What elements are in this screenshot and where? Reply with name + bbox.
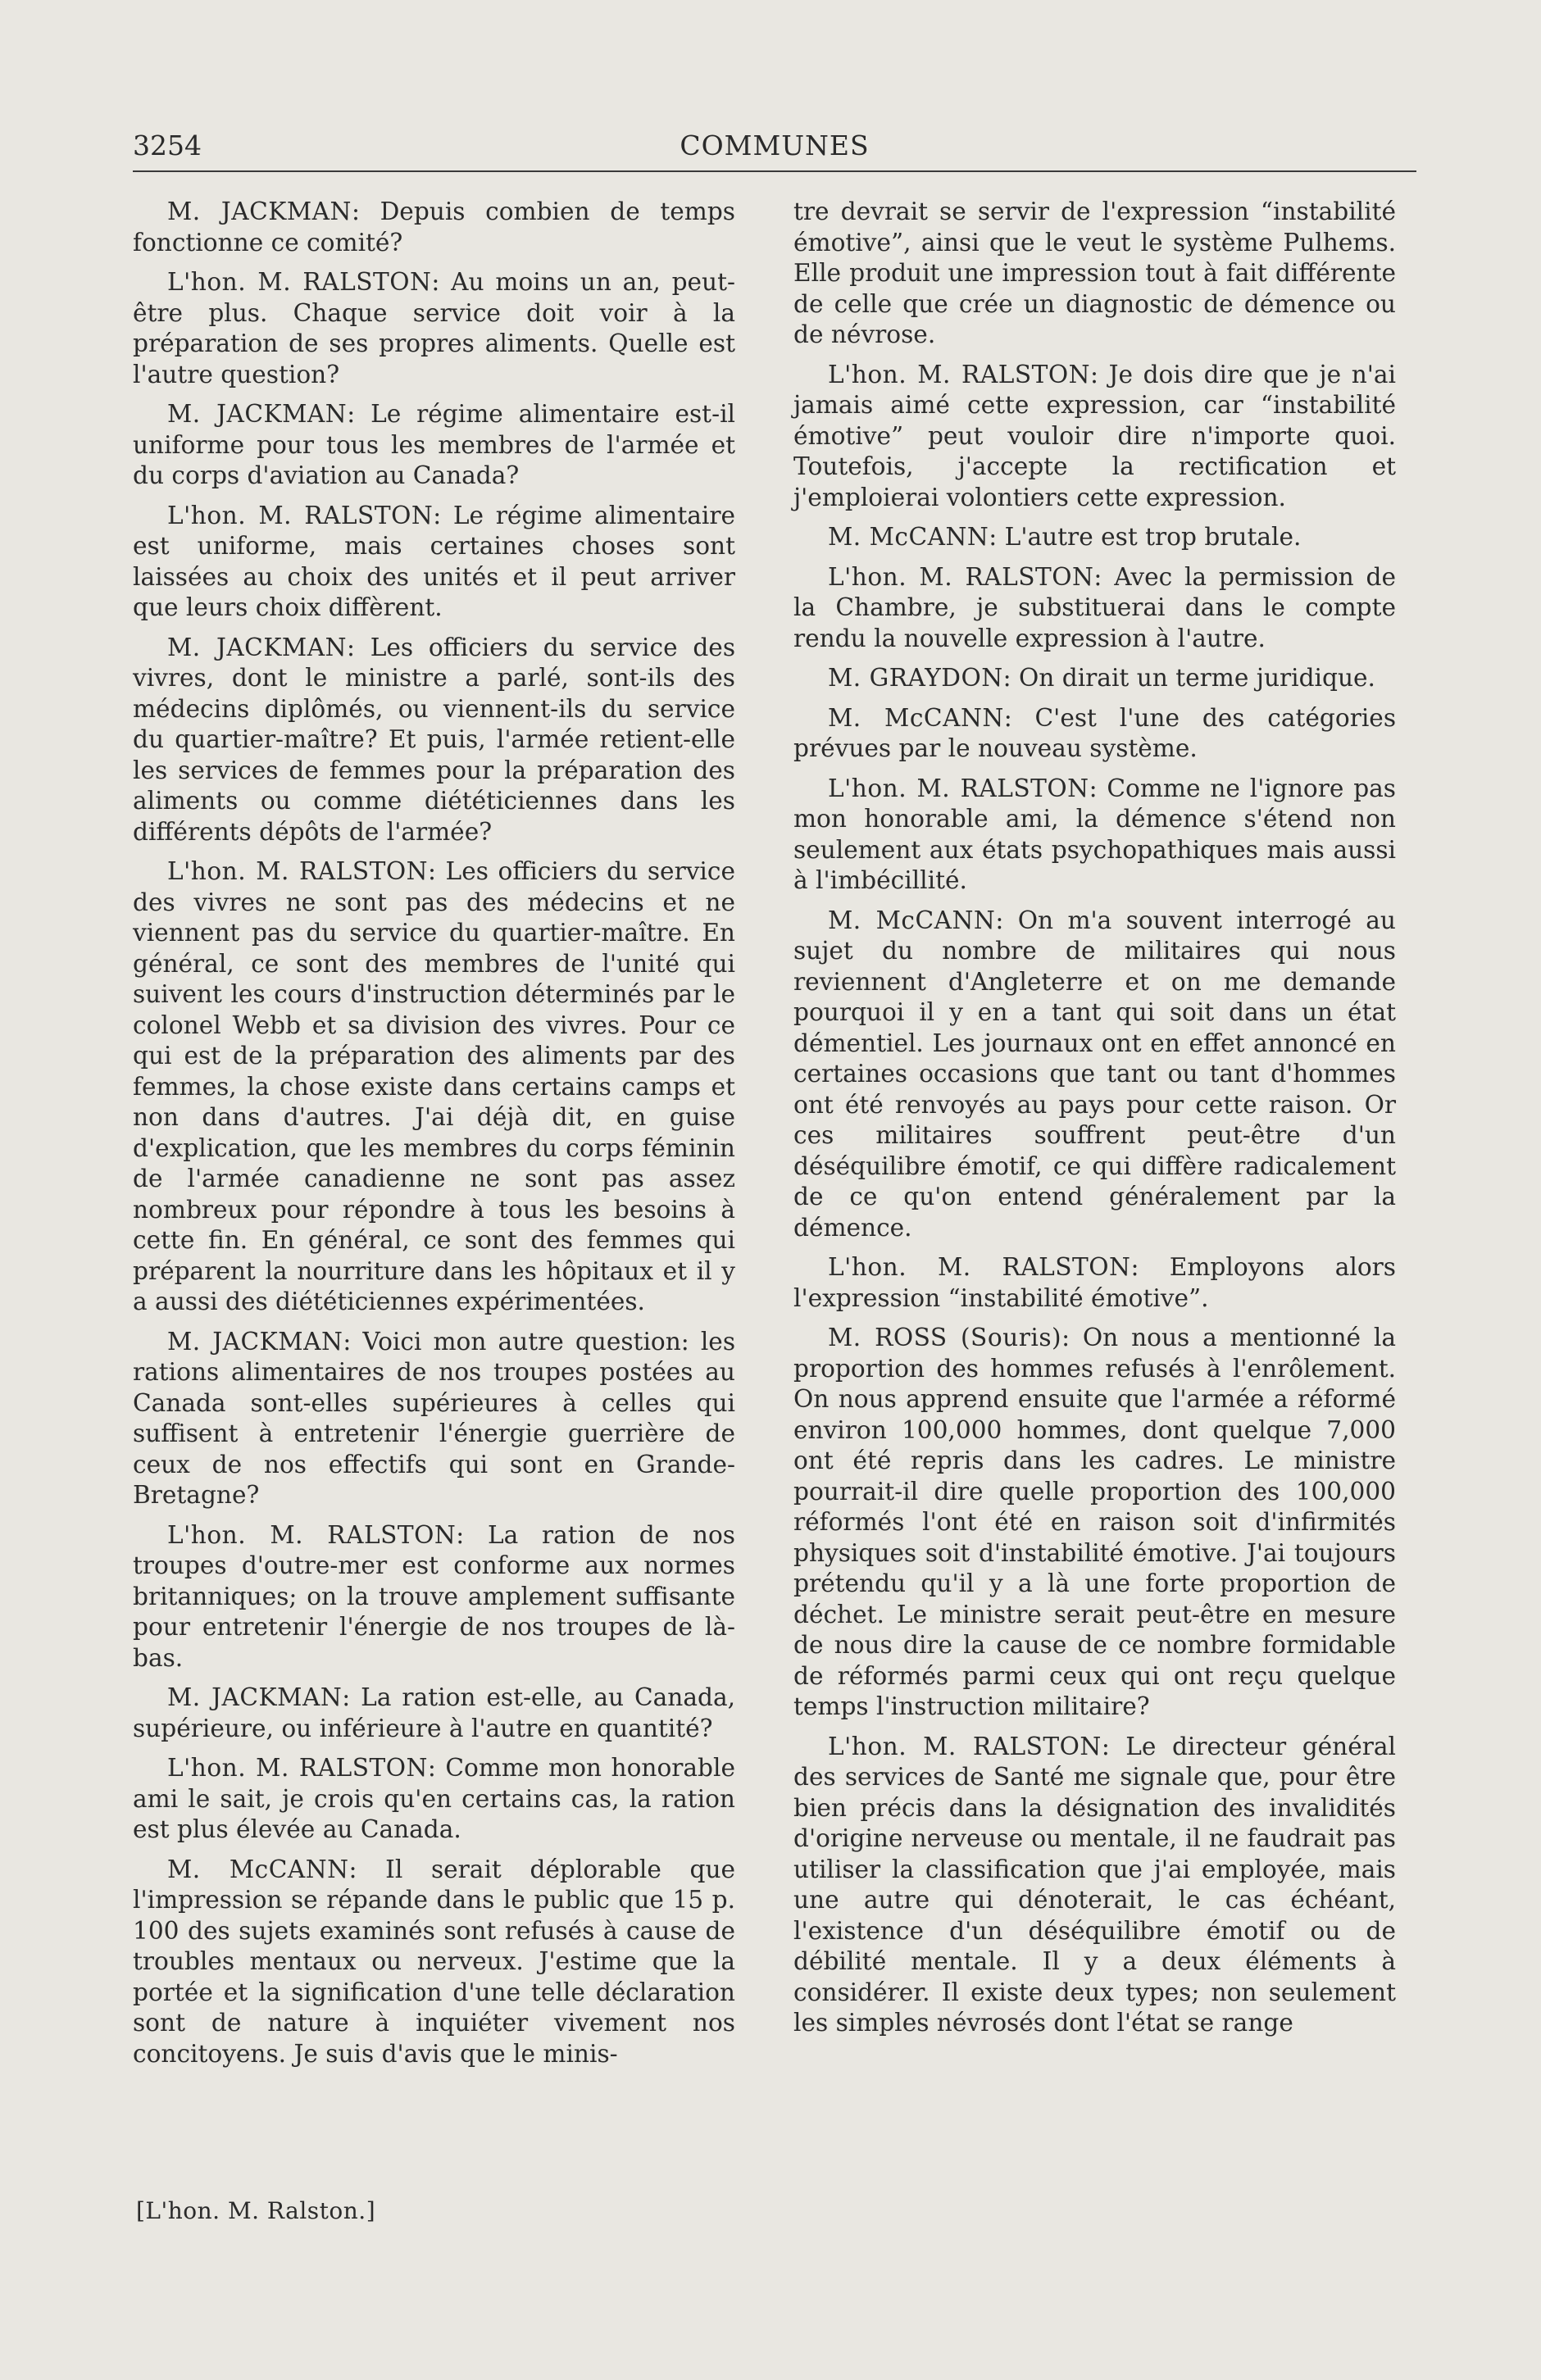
speaker-name: M. JACKMAN [167, 400, 348, 428]
paragraph [133, 267, 735, 390]
speaker-name: M. JACKMAN [167, 633, 348, 661]
speaker-name: M. McCANN [828, 906, 996, 934]
speaker-name: M. ROSS (Souris) [828, 1324, 1062, 1351]
paragraph [133, 1327, 735, 1511]
running-head: COMMUNES [680, 129, 870, 161]
speaker-credit: [L'hon. M. Ralston.] [136, 2197, 376, 2224]
paragraph-text: : Au moins un an, peut-être plus. Chaque service doit voir à la préparation de ses propres aliments. Quelle est l'autre question? [133, 268, 735, 388]
paragraph-text: : On nous a mentionné la proportion des hommes refusés à l'enrôlement. On nous apprend ensuite que l'armée a réformé environ 100,000 hommes, dont quelque 7,000 ont été repris dans les cadres. Le ministre pourrait-il dire quelle proportion des 100,000 réformés l'ont été en raison soit d'infirmités physiques soit d'instabilité émotive. J'ai toujours prétendu qu'il y a là une forte proportion de déchet. Le ministre serait peut-être en mesure de nous dire la cause de ce nombre formidable de réformés parmi ceux qui ont reçu quelque temps l'instruction militaire? [793, 1324, 1396, 1720]
paragraph [133, 501, 735, 624]
paragraph-text: : Le directeur général des services de Santé me signale que, pour être bien précis dans la désignation des invalidités d'origine nerveuse ou mentale, il ne faudrait pas utiliser la classification que j'ai employée, mais une autre qui dénoterait, le cas échéant, l'existence d'un déséquilibre émotif ou de débilité mentale. Il y a deux éléments à considérer. Il existe deux types; non seulement les simples névrosés dont l'état se range [793, 1732, 1396, 2037]
paragraph [133, 1753, 735, 1846]
paragraph-text: : La ration est-elle, au Canada, supérieure, ou inférieure à l'autre en quantité? [133, 1683, 735, 1742]
paragraph-text: : On m'a souvent interrogé au sujet du nombre de militaires qui nous reviennent d'Angleterre et on me demande pourquoi il y en a tant qui soit dans un état démentiel. Les journaux ont en effet annoncé en certaines occasions que tant ou tant d'hommes ont été renvoyés au pays pour cette raison. Or ces militaires souffrent peut-être d'un déséquilibre émotif, ce qui diffère radicalement de ce qu'on entend généralement par la démence. [793, 906, 1396, 1242]
speaker-name: L'hon. M. RALSTON [167, 501, 434, 529]
paragraph-text: : Le régime alimentaire est uniforme, mais certaines choses sont laissées au choix des unités et il peut arriver que leurs choix diffèrent. [133, 501, 735, 621]
speaker-name: L'hon. M. RALSTON [167, 857, 428, 885]
speaker-name: M. McCANN [828, 703, 1004, 732]
paragraph-text: : Voici mon autre question: les rations alimentaires de nos troupes postées au Canada sont-elles supérieures à celles qui suffisent à entretenir l'énergie guerrière de ceux de nos effectifs qui sont en Grande-Bretagne? [133, 1327, 736, 1509]
paragraph-text: : Comme mon honorable ami le sait, je crois qu'en certains cas, la ration est plus élevée au Canada. [133, 1754, 735, 1843]
paragraph-text: : Avec la permission de la Chambre, je substituerai dans le compte rendu la nouvelle expression à l'autre. [793, 562, 1396, 652]
speaker-name: M. GRAYDON [828, 664, 1003, 692]
speaker-name: M. McCANN [167, 1855, 349, 1883]
speaker-name: L'hon. M. RALSTON [828, 562, 1094, 591]
paragraph [793, 197, 1396, 351]
speaker-name: L'hon. M. RALSTON [167, 1754, 428, 1782]
paragraph [133, 1520, 735, 1674]
speaker-name: L'hon. M. RALSTON [828, 1253, 1131, 1281]
paragraph [793, 1732, 1396, 2039]
paragraph [133, 856, 735, 1318]
paragraph-text: tre devrait se servir de l'expression “instabilité émotive”, ainsi que le veut le système Pulhems. Elle produit une impression tout à fait différente de celle que crée un diagnostic de démence ou de névrose. [793, 198, 1396, 348]
paragraph [793, 774, 1396, 897]
left-column [133, 197, 735, 2078]
speaker-name: L'hon. M. RALSTON [167, 1520, 457, 1549]
paragraph [793, 663, 1396, 694]
paragraph-text: : Les officiers du service des vivres, dont le ministre a parlé, sont-ils des médecins diplômés, ou viennent-ils du service du quartier-maître? Et puis, l'armée retient-elle les services de femmes pour la préparation des aliments ou comme diététiciennes dans les différents dépôts de l'armée? [133, 633, 735, 846]
paragraph [793, 906, 1396, 1244]
speaker-name: L'hon. M. RALSTON [167, 268, 432, 296]
right-column [793, 197, 1396, 2048]
paragraph-text: : Employons alors l'expression “instabilité émotive”. [793, 1253, 1396, 1312]
speaker-name: L'hon. M. RALSTON [828, 774, 1089, 802]
paragraph [793, 1323, 1396, 1723]
paragraph [133, 1855, 735, 2070]
paragraph-text: : L'autre est trop brutale. [989, 523, 1302, 551]
paragraph [133, 633, 735, 848]
page-header [133, 128, 1416, 164]
paragraph-text: : On dirait un terme juridique. [1002, 664, 1375, 692]
paragraph-text: : Depuis combien de temps fonctionne ce comité? [133, 198, 735, 257]
speaker-name: M. McCANN [828, 523, 989, 551]
paragraph [133, 197, 735, 258]
speaker-name: L'hon. M. RALSTON [828, 360, 1091, 388]
paragraph [133, 399, 735, 492]
paragraph [793, 703, 1396, 765]
paragraph [793, 360, 1396, 514]
speaker-name: M. JACKMAN [167, 1327, 343, 1356]
speaker-name: M. JACKMAN [167, 198, 352, 225]
paragraph-text: : C'est l'une des catégories prévues par le nouveau système. [793, 703, 1397, 762]
speaker-name: M. JACKMAN [167, 1683, 343, 1711]
paragraph-text: : La ration de nos troupes d'outre-mer est conforme aux normes britanniques; on la trouve amplement suffisante pour entretenir l'énergie de nos troupes de là-bas. [133, 1520, 735, 1672]
paragraph-text: : Comme ne l'ignore pas mon honorable ami, la démence s'étend non seulement aux états psychopathiques mais aussi à l'imbécillité. [793, 774, 1396, 894]
paragraph-text: : Le régime alimentaire est-il uniforme pour tous les membres de l'armée et du corps d'aviation au Canada? [133, 400, 735, 489]
paragraph-text: : Les officiers du service des vivres ne sont pas des médecins et ne viennent pas du service du quartier-maître. En général, ce sont des membres de l'unité qui suivent les cours d'instruction déterminés par le colonel Webb et sa division des vivres. Pour ce qui est de la préparation des aliments par des femmes, la chose existe dans certains camps et non dans d'autres. J'ai déjà dit, en guise d'explication, que les membres du corps féminin de l'armée canadienne ne sont pas assez nombreux pour répondre à tous les besoins à cette fin. En général, ce sont des femmes qui préparent la nourriture dans les hôpitaux et il y a aussi des diététiciennes expérimentées. [133, 857, 735, 1315]
page-number: 3254 [133, 129, 202, 161]
paragraph [793, 522, 1396, 553]
header-rule [133, 170, 1416, 172]
paragraph-text: : Je dois dire que je n'ai jamais aimé cette expression, car “instabilité émotive” peut vouloir dire n'importe quoi. Toutefois, j'accepte la rectification et j'emploierai volontiers cette expression. [793, 360, 1396, 511]
paragraph-text: : Il serait déplorable que l'impression se répande dans le public que 15 p. 100 des sujets examinés sont refusés à cause de troubles mentaux ou nerveux. J'estime que la portée et la signification d'une telle déclaration sont de nature à inquiéter vivement nos concitoyens. Je suis d'avis que le minis- [133, 1855, 736, 2068]
paragraph [793, 562, 1396, 655]
paragraph [133, 1683, 735, 1744]
paragraph [793, 1252, 1396, 1314]
speaker-name: L'hon. M. RALSTON [828, 1732, 1102, 1760]
